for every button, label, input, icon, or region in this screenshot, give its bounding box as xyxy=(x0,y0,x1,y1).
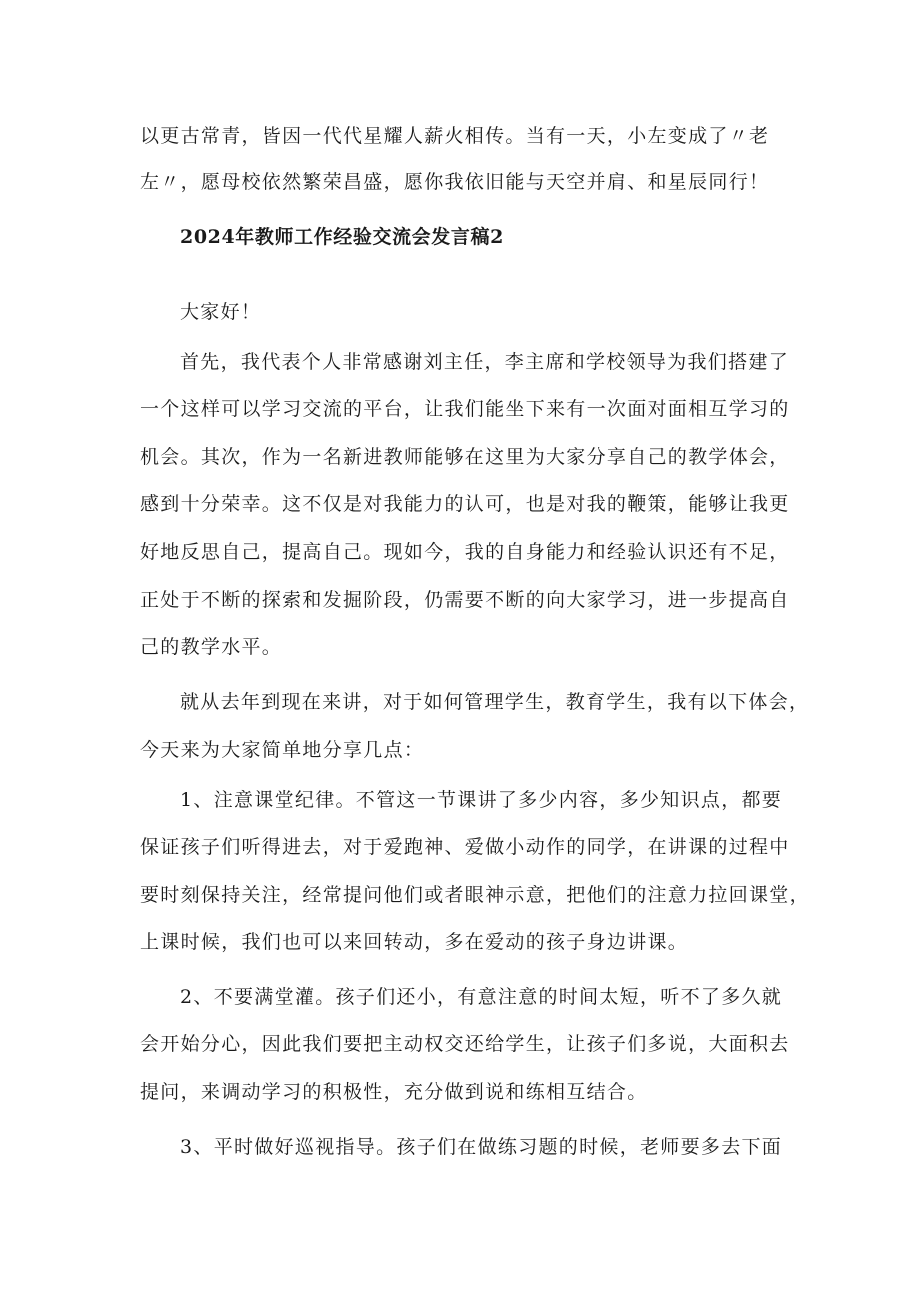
paragraph-4-line-2: 会开始分心，因此我们要把主动权交还给学生，让孩子们多说，大面积去 xyxy=(140,1033,790,1055)
paragraph-1-line-2: 一个这样可以学习交流的平台，让我们能坐下来有一次面对面相互学习的 xyxy=(140,398,790,420)
paragraph-1-line-7: 己的教学水平。 xyxy=(140,636,283,658)
greeting: 大家好！ xyxy=(180,301,262,323)
paragraph-4-line-1: 2、不要满堂灌。孩子们还小，有意注意的时间太短，听不了多久就 xyxy=(180,986,783,1008)
paragraph-5-line-1: 3、平时做好巡视指导。孩子们在做练习题的时候，老师要多去下面 xyxy=(180,1136,783,1158)
paragraph-3-line-1: 1、注意课堂纪律。不管这一节课讲了多少内容，多少知识点，都要 xyxy=(180,789,783,811)
paragraph-3-line-2: 保证孩子们听得进去，对于爱跑神、爱做小动作的同学，在讲课的过程中 xyxy=(140,836,790,858)
intro-line-2: 左〃，愿母校依然繁荣昌盛，愿你我依旧能与天空并肩、和星辰同行！ xyxy=(140,171,770,193)
paragraph-1-line-1: 首先，我代表个人非常感谢刘主任，李主席和学校领导为我们搭建了 xyxy=(180,351,790,373)
paragraph-1-line-6: 正处于不断的探索和发掘阶段，仍需要不断的向大家学习，进一步提高自 xyxy=(140,589,790,611)
paragraph-1-line-4: 感到十分荣幸。这不仅是对我能力的认可，也是对我的鞭策，能够让我更 xyxy=(140,493,790,515)
paragraph-3-line-3: 要时刻保持关注，经常提问他们或者眼神示意，把他们的注意力拉回课堂， xyxy=(140,884,810,906)
paragraph-1-line-5: 好地反思自己，提高自己。现如今，我的自身能力和经验认识还有不足， xyxy=(140,541,790,563)
paragraph-2-line-1: 就从去年到现在来讲，对于如何管理学生，教育学生，我有以下体会， xyxy=(180,691,810,713)
paragraph-1-line-3: 机会。其次，作为一名新进教师能够在这里为大家分享自己的教学体会， xyxy=(140,446,790,468)
section-title: 2024年教师工作经验交流会发言稿2 xyxy=(180,226,504,248)
paragraph-4-line-3: 提问，来调动学习的积极性，充分做到说和练相互结合。 xyxy=(140,1081,648,1103)
intro-line-1: 以更古常青，皆因一代代星耀人薪火相传。当有一天，小左变成了〃老 xyxy=(140,125,770,147)
paragraph-2-line-2: 今天来为大家简单地分享几点： xyxy=(140,739,425,761)
paragraph-3-line-4: 上课时候，我们也可以来回转动，多在爱动的孩子身边讲课。 xyxy=(140,931,689,953)
